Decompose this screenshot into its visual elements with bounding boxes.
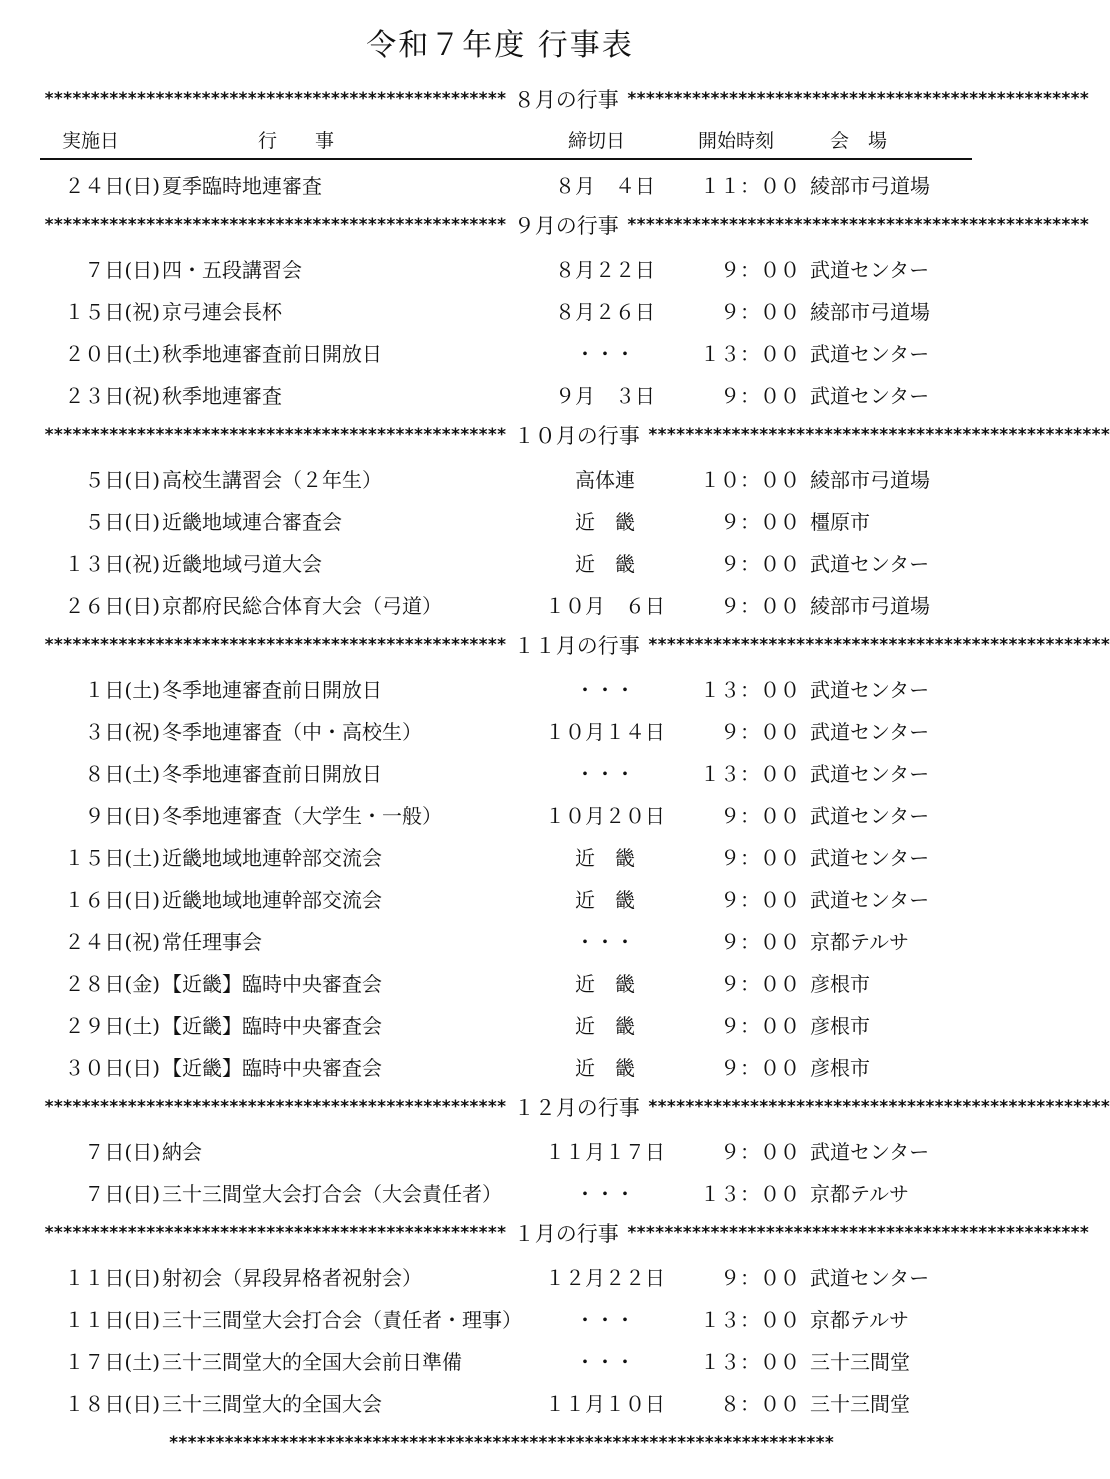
event-deadline: 近 畿 bbox=[575, 888, 635, 912]
event-venue: 武道センター bbox=[810, 1140, 930, 1164]
event-date: １１日(日) bbox=[64, 1266, 160, 1290]
event-name: 京弓連会長杯 bbox=[162, 300, 282, 324]
event-venue: 綾部市弓道場 bbox=[810, 468, 930, 492]
event-date: ３０日(日) bbox=[64, 1056, 160, 1080]
event-name: 近畿地域地連幹部交流会 bbox=[162, 888, 382, 912]
table-row bbox=[0, 1338, 1000, 1380]
event-date: １日(土) bbox=[84, 678, 160, 702]
table-row bbox=[0, 918, 1000, 960]
table-row bbox=[0, 246, 1000, 288]
event-name: 夏季臨時地連審査 bbox=[162, 174, 322, 198]
month-separator bbox=[44, 1086, 1110, 1128]
header-event: 行 事 bbox=[258, 130, 335, 152]
event-deadline: ・・・ bbox=[575, 1182, 635, 1206]
event-venue: 彦根市 bbox=[810, 1014, 870, 1038]
event-start-time: ９：００ bbox=[720, 1056, 800, 1080]
event-name: 冬季地連審査（中・高校生） bbox=[162, 720, 422, 744]
event-venue: 綾部市弓道場 bbox=[810, 300, 930, 324]
month-separator bbox=[44, 1212, 1089, 1254]
event-venue: 京都テルサ bbox=[810, 930, 909, 954]
event-start-time: ９：００ bbox=[720, 384, 800, 408]
month-label: １１月の行事 bbox=[513, 634, 640, 658]
event-deadline: ・・・ bbox=[575, 762, 635, 786]
event-date: ９日(日) bbox=[84, 804, 160, 828]
event-name: 冬季地連審査（大学生・一般） bbox=[162, 804, 442, 828]
month-label: ９月の行事 bbox=[513, 214, 619, 238]
table-row bbox=[0, 876, 1000, 918]
separator-stars: ************************************************** bbox=[44, 215, 506, 235]
month-separator bbox=[44, 414, 1110, 456]
end-separator: ************************************************************************ bbox=[168, 1433, 834, 1453]
separator-stars: ************************************************** bbox=[44, 635, 506, 655]
event-name: 三十三間堂大会打合会（大会責任者） bbox=[162, 1182, 502, 1206]
event-venue: 武道センター bbox=[810, 762, 930, 786]
event-name: 三十三間堂大的全国大会前日準備 bbox=[162, 1350, 462, 1374]
event-start-time: １３：００ bbox=[700, 678, 800, 702]
month-separator bbox=[44, 204, 1089, 246]
event-start-time: １３：００ bbox=[700, 342, 800, 366]
event-date: １５日(祝) bbox=[64, 300, 160, 324]
event-name: 納会 bbox=[162, 1140, 202, 1164]
event-deadline: 近 畿 bbox=[575, 552, 635, 576]
event-deadline: 近 畿 bbox=[575, 846, 635, 870]
separator-stars: ************************************************** bbox=[44, 1097, 506, 1117]
event-date: ２４日(祝) bbox=[64, 930, 160, 954]
table-row bbox=[0, 666, 1000, 708]
event-start-time: ９：００ bbox=[720, 1014, 800, 1038]
event-name: 【近畿】臨時中央審査会 bbox=[162, 1014, 382, 1038]
event-deadline: 近 畿 bbox=[575, 972, 635, 996]
event-date: ７日(日) bbox=[84, 258, 160, 282]
event-venue: 武道センター bbox=[810, 552, 930, 576]
event-name: 三十三間堂大的全国大会 bbox=[162, 1392, 382, 1416]
event-date: １６日(日) bbox=[64, 888, 160, 912]
event-date: ５日(日) bbox=[84, 510, 160, 534]
header-start-time: 開始時刻 bbox=[698, 130, 775, 152]
event-date: ２４日(日) bbox=[64, 174, 160, 198]
event-date: ２９日(土) bbox=[64, 1014, 160, 1038]
event-venue: 綾部市弓道場 bbox=[810, 174, 930, 198]
event-name: 【近畿】臨時中央審査会 bbox=[162, 1056, 382, 1080]
event-venue: 彦根市 bbox=[810, 972, 870, 996]
event-start-time: ９：００ bbox=[720, 888, 800, 912]
event-name: 射初会（昇段昇格者祝射会） bbox=[162, 1266, 422, 1290]
table-row bbox=[0, 288, 1000, 330]
month-label: １月の行事 bbox=[513, 1222, 619, 1246]
event-start-time: ９：００ bbox=[720, 258, 800, 282]
separator-stars: ************************************************** bbox=[44, 89, 506, 109]
event-date: ７日(日) bbox=[84, 1182, 160, 1206]
event-name: 冬季地連審査前日開放日 bbox=[162, 678, 382, 702]
event-deadline: １１月１０日 bbox=[545, 1392, 665, 1416]
header-date: 実施日 bbox=[62, 130, 120, 152]
event-deadline: １１月１７日 bbox=[545, 1140, 665, 1164]
event-date: １１日(日) bbox=[64, 1308, 160, 1332]
event-deadline: ・・・ bbox=[575, 342, 635, 366]
event-start-time: ９：００ bbox=[720, 300, 800, 324]
header-rule bbox=[40, 158, 972, 160]
separator-stars: ************************************************** bbox=[44, 425, 506, 445]
event-date: ２０日(土) bbox=[64, 342, 160, 366]
event-start-time: ９：００ bbox=[720, 972, 800, 996]
event-deadline: 近 畿 bbox=[575, 510, 635, 534]
event-name: 三十三間堂大会打合会（責任者・理事） bbox=[162, 1308, 522, 1332]
table-row bbox=[0, 330, 1000, 372]
separator-stars: ************************************************** bbox=[626, 1223, 1089, 1243]
table-row bbox=[0, 1002, 1000, 1044]
separator-stars: ************************************************** bbox=[647, 635, 1110, 655]
event-start-time: ９：００ bbox=[720, 930, 800, 954]
event-start-time: ９：００ bbox=[720, 552, 800, 576]
event-start-time: ９：００ bbox=[720, 510, 800, 534]
month-label: １０月の行事 bbox=[513, 424, 640, 448]
event-deadline: １０月２０日 bbox=[545, 804, 665, 828]
event-venue: 三十三間堂 bbox=[810, 1392, 910, 1416]
table-row bbox=[0, 834, 1000, 876]
event-start-time: ９：００ bbox=[720, 846, 800, 870]
page-title: 令和７年度 行事表 bbox=[366, 28, 634, 63]
event-deadline: 高体連 bbox=[575, 468, 635, 492]
event-date: １３日(祝) bbox=[64, 552, 160, 576]
event-venue: 武道センター bbox=[810, 888, 930, 912]
table-row bbox=[0, 750, 1000, 792]
table-row bbox=[0, 1296, 1000, 1338]
table-row bbox=[0, 1044, 1000, 1086]
event-start-time: １３：００ bbox=[700, 1182, 800, 1206]
event-name: 四・五段講習会 bbox=[162, 258, 302, 282]
event-date: ７日(日) bbox=[84, 1140, 160, 1164]
event-venue: 彦根市 bbox=[810, 1056, 870, 1080]
month-label: ８月の行事 bbox=[513, 88, 619, 112]
event-deadline: 近 畿 bbox=[575, 1014, 635, 1038]
event-start-time: １０：００ bbox=[700, 468, 800, 492]
event-start-time: ９：００ bbox=[720, 804, 800, 828]
event-venue: 武道センター bbox=[810, 846, 930, 870]
month-label: １２月の行事 bbox=[513, 1096, 640, 1120]
table-row bbox=[0, 498, 1000, 540]
event-venue: 武道センター bbox=[810, 720, 930, 744]
table-row bbox=[0, 960, 1000, 1002]
event-name: 京都府民総合体育大会（弓道） bbox=[162, 594, 442, 618]
table-row bbox=[0, 372, 1000, 414]
event-start-time: ９：００ bbox=[720, 1266, 800, 1290]
event-date: ８日(土) bbox=[84, 762, 160, 786]
table-row bbox=[0, 540, 1000, 582]
event-name: 【近畿】臨時中央審査会 bbox=[162, 972, 382, 996]
month-separator bbox=[44, 624, 1110, 666]
event-date: ２８日(金) bbox=[64, 972, 160, 996]
event-name: 近畿地域弓道大会 bbox=[162, 552, 322, 576]
table-row bbox=[0, 1170, 1000, 1212]
event-name: 近畿地域地連幹部交流会 bbox=[162, 846, 382, 870]
event-deadline: ８月 ４日 bbox=[555, 174, 655, 198]
event-date: １７日(土) bbox=[64, 1350, 160, 1374]
event-deadline: 近 畿 bbox=[575, 1056, 635, 1080]
separator-stars: ************************************************** bbox=[647, 425, 1110, 445]
table-row bbox=[0, 162, 1000, 204]
event-name: 近畿地域連合審査会 bbox=[162, 510, 342, 534]
event-deadline: ・・・ bbox=[575, 678, 635, 702]
event-deadline: １０月 ６日 bbox=[545, 594, 665, 618]
event-venue: 京都テルサ bbox=[810, 1182, 909, 1206]
header-venue: 会 場 bbox=[830, 130, 888, 152]
event-start-time: ８：００ bbox=[720, 1392, 800, 1416]
event-date: ２６日(日) bbox=[64, 594, 160, 618]
event-deadline: ８月２６日 bbox=[555, 300, 655, 324]
event-name: 秋季地連審査前日開放日 bbox=[162, 342, 382, 366]
event-date: １５日(土) bbox=[64, 846, 160, 870]
event-deadline: ８月２２日 bbox=[555, 258, 655, 282]
event-venue: 武道センター bbox=[810, 1266, 930, 1290]
event-name: 常任理事会 bbox=[162, 930, 262, 954]
event-deadline: ・・・ bbox=[575, 1350, 635, 1374]
separator-stars: ************************************************** bbox=[647, 1097, 1110, 1117]
event-date: １８日(日) bbox=[64, 1392, 160, 1416]
event-date: ２３日(祝) bbox=[64, 384, 160, 408]
event-venue: 武道センター bbox=[810, 384, 930, 408]
month-separator bbox=[44, 78, 1089, 120]
event-start-time: １１：００ bbox=[700, 174, 800, 198]
event-start-time: １３：００ bbox=[700, 762, 800, 786]
event-name: 冬季地連審査前日開放日 bbox=[162, 762, 382, 786]
event-deadline: １０月１４日 bbox=[545, 720, 665, 744]
event-venue: 橿原市 bbox=[810, 510, 870, 534]
event-deadline: １２月２２日 bbox=[545, 1266, 665, 1290]
table-row bbox=[0, 1380, 1000, 1422]
event-venue: 京都テルサ bbox=[810, 1308, 909, 1332]
table-row bbox=[0, 708, 1000, 750]
event-date: ３日(祝) bbox=[84, 720, 160, 744]
event-date: ５日(日) bbox=[84, 468, 160, 492]
event-deadline: ・・・ bbox=[575, 1308, 635, 1332]
table-row bbox=[0, 1128, 1000, 1170]
separator-stars: ************************************************** bbox=[626, 215, 1089, 235]
separator-stars: ************************************************** bbox=[44, 1223, 506, 1243]
separator-stars: ************************************************** bbox=[626, 89, 1089, 109]
event-venue: 武道センター bbox=[810, 342, 930, 366]
event-start-time: １３：００ bbox=[700, 1350, 800, 1374]
event-name: 秋季地連審査 bbox=[162, 384, 282, 408]
event-venue: 武道センター bbox=[810, 678, 930, 702]
event-deadline: ９月 ３日 bbox=[555, 384, 655, 408]
table-row bbox=[0, 456, 1000, 498]
event-start-time: ９：００ bbox=[720, 720, 800, 744]
table-row bbox=[0, 582, 1000, 624]
event-venue: 武道センター bbox=[810, 258, 930, 282]
event-start-time: ９：００ bbox=[720, 594, 800, 618]
event-venue: 三十三間堂 bbox=[810, 1350, 910, 1374]
event-deadline: ・・・ bbox=[575, 930, 635, 954]
table-row bbox=[0, 1254, 1000, 1296]
event-name: 高校生講習会（２年生） bbox=[162, 468, 382, 492]
table-row bbox=[0, 792, 1000, 834]
header-deadline: 締切日 bbox=[568, 130, 626, 152]
event-venue: 綾部市弓道場 bbox=[810, 594, 930, 618]
event-venue: 武道センター bbox=[810, 804, 930, 828]
event-start-time: ９：００ bbox=[720, 1140, 800, 1164]
event-start-time: １３：００ bbox=[700, 1308, 800, 1332]
